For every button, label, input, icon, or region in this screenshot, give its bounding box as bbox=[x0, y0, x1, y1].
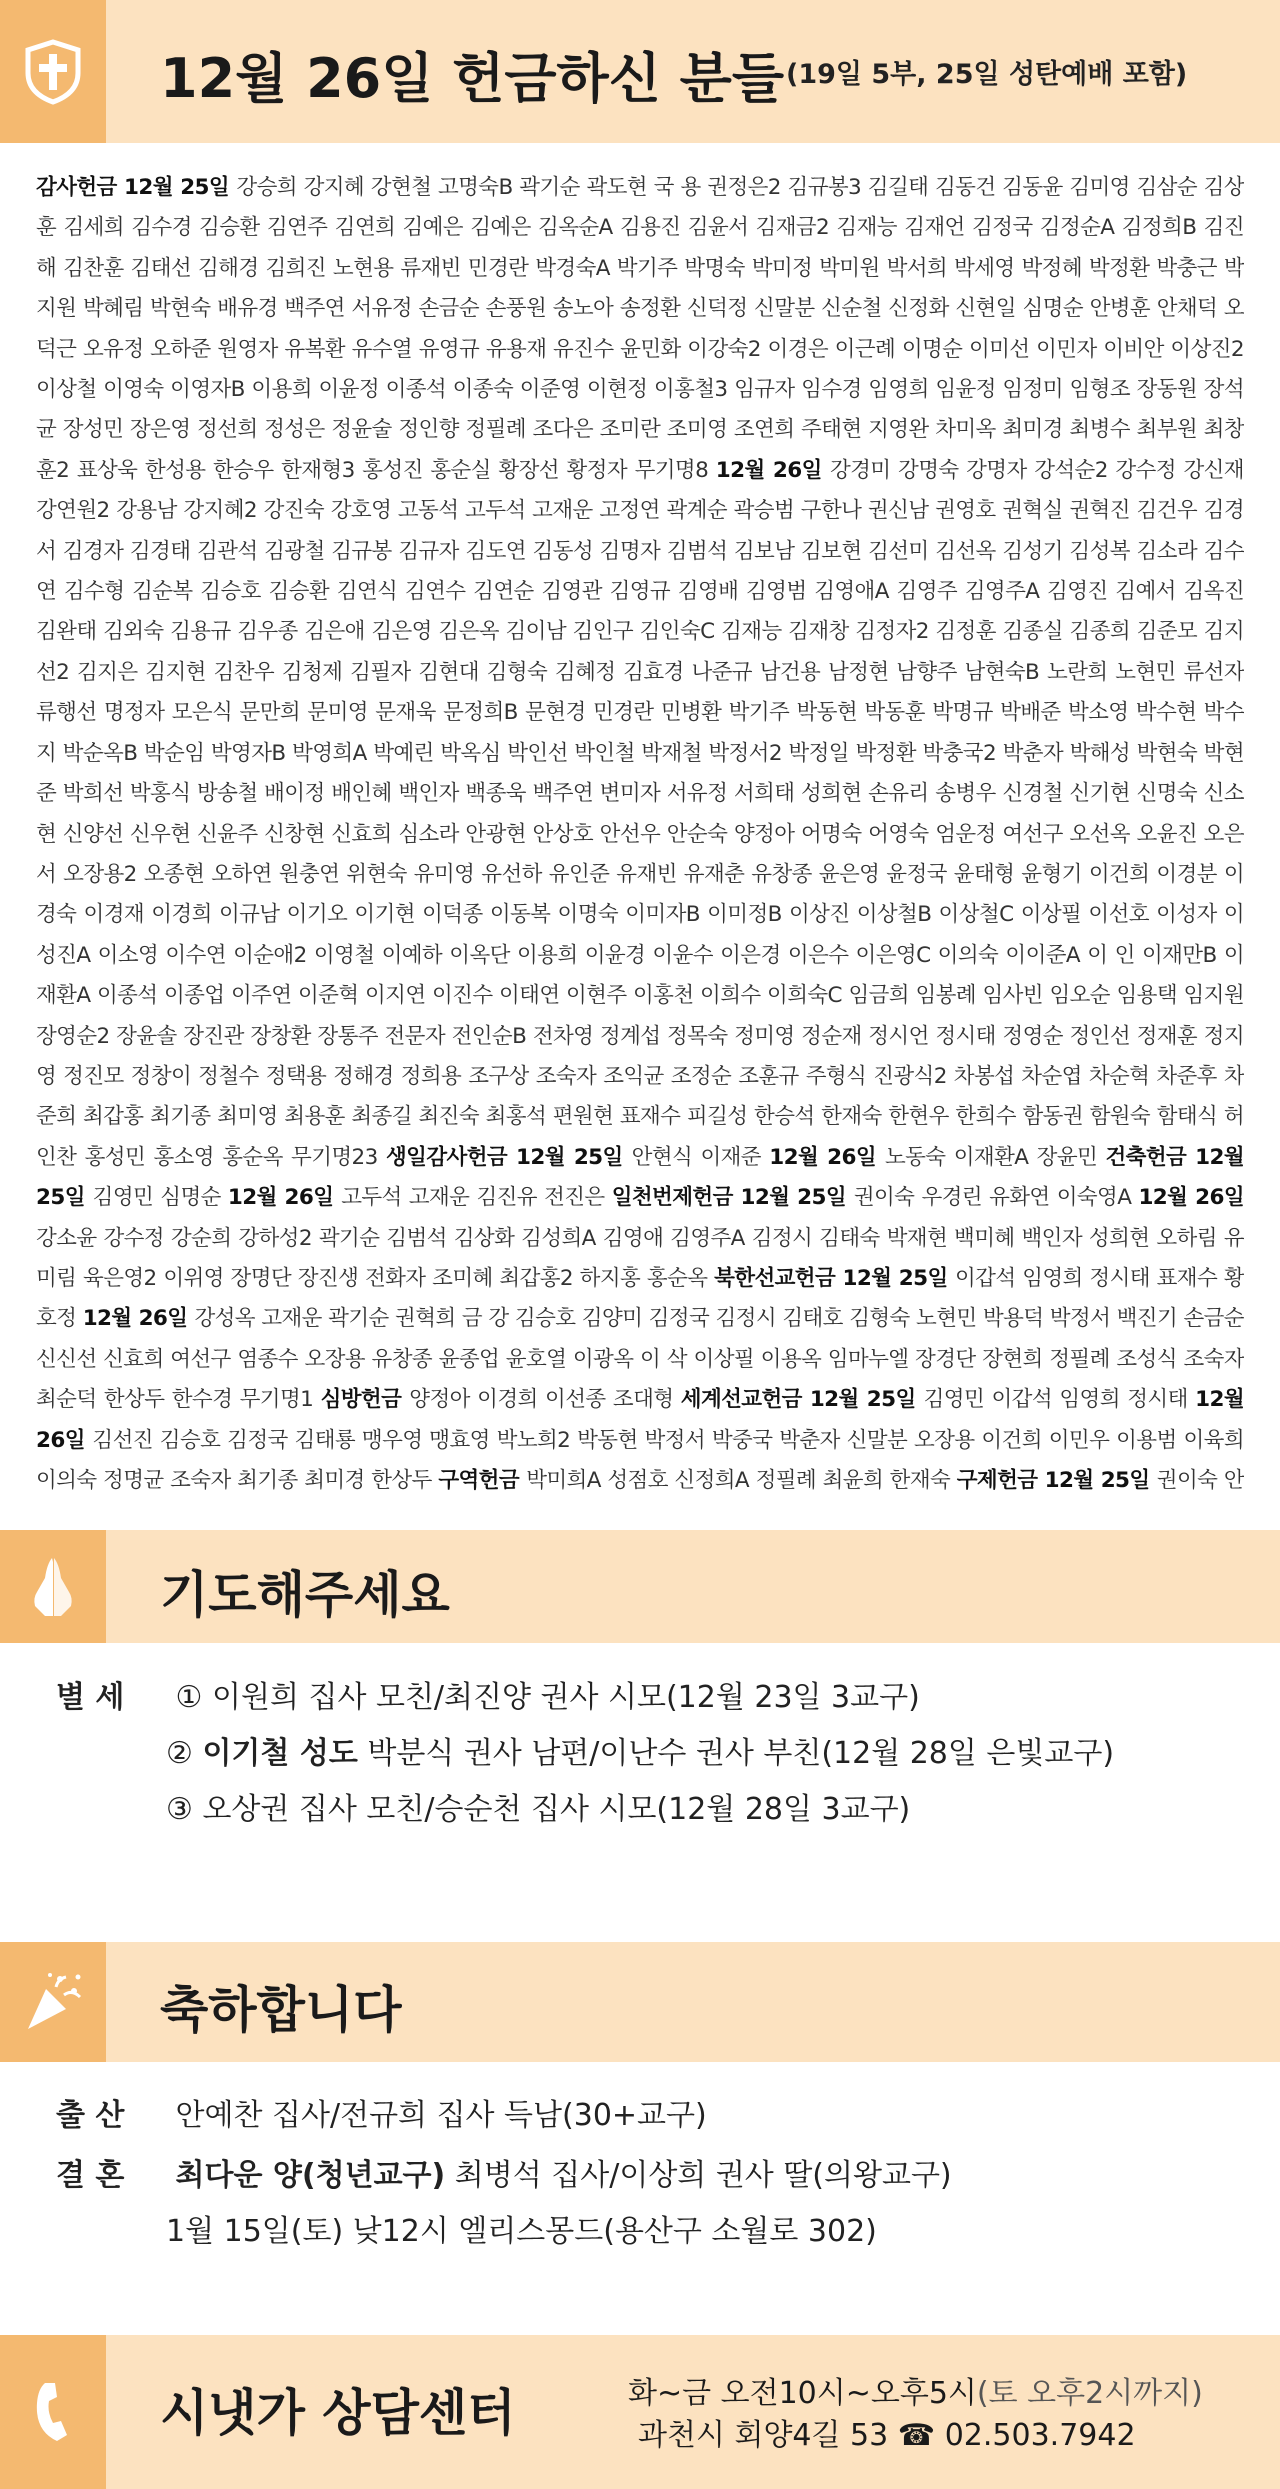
cross-shield-icon bbox=[0, 0, 106, 143]
offering-category: 건축헌금 12월 25일 bbox=[36, 1144, 1244, 1211]
party-popper-icon bbox=[0, 1942, 106, 2062]
offering-names: 노동숙 이재환A 장윤민 bbox=[884, 1144, 1106, 1170]
offering-category: 생일감사헌금 12월 25일 bbox=[386, 1144, 632, 1170]
offerings-header bbox=[0, 0, 1280, 143]
offering-names: 권이숙 우경린 유화연 이숙영A bbox=[853, 1185, 1139, 1211]
offering-category: 12월 26일 bbox=[36, 1387, 1244, 1453]
center-phone: 02.503.7942 bbox=[944, 2418, 1136, 2453]
wedding-couple: 최다운 양(청년교구) bbox=[175, 2158, 446, 2193]
offering-category: 감사헌금 12월 25일 bbox=[36, 175, 237, 200]
offering-category: 세계선교헌금 12월 25일 bbox=[680, 1387, 924, 1413]
offerings-title: 12월 26일 헌금하신 분들 bbox=[160, 47, 785, 110]
offering-names: 강승희 강지혜 강현철 고명숙B 곽기순 곽도현 국 용 권정은2 김규봉3 김길태 김동건 김동윤 김미영 김삼순 김상훈 김세희 김수경 김승환 김연주 김연희 김예은 김예은 김옥순A 김용진 김윤서 김재금2 김재능 김재언 김정국 김정순A 김정희B 김진해 김찬훈 김태선 김해경 김희진 노현용 류재빈 민경란 박경숙A 박기주 박명숙 박미정 박미원 박서희 박세영 박정혜 박정환 박충근 박지원 박혜림 박현숙 배유경 백주연 서유정 손금순 손풍원 송노아 송정환 신덕정 신말분 신순철 신정화 신현일 심명순 안병훈 안채덕 오덕근 오유정 오하준 원영자 유복환 유수열 유영규 유용재 유진수 윤민화 이강숙2 이경은 이근례 이명순 이미선 이민자 이비안 이상진2 이상철 이영숙 이영자B 이용희 이윤정 이종석 이종숙 이준영 이현정 이홍철3 임규자 임수경 임영희 임윤정 임정미 임형조 장동원 장석균 장성민 장은영 정선희 정성은 정윤술 정인향 정필례 조다은 조미란 조미영 조연희 주태현 지영완 차미옥 최미경 최병수 최부원 최창훈2 표상욱 한성용 한승우 한재형3 홍성진 홍순실 황장선 황정자 무기명8 bbox=[36, 175, 1244, 483]
item-name: 이기철 성도 bbox=[202, 1736, 358, 1771]
offering-names: 강성옥 고재운 곽기순 권혁희 금 강 김승호 김양미 김정국 김정시 김태호 김형숙 노현민 박용덕 박정서 백진기 손금순 신신선 신효희 여선구 염종수 오장용 유창종 윤종업 윤호열 이광옥 이 삭 이상필 이용옥 임마누엘 장경단 장현희 정필례 조성식 조숙자 최순덕 한상두 한수경 무기명1 bbox=[36, 1306, 1244, 1413]
center-footer bbox=[0, 2335, 1280, 2489]
offering-category: 일천번제헌금 12월 25일 bbox=[611, 1185, 854, 1211]
prayer-header bbox=[0, 1530, 1280, 1643]
offering-category: 12월 26일 bbox=[227, 1185, 342, 1211]
offering-category: 12월 26일 bbox=[82, 1306, 195, 1332]
center-contact-line bbox=[628, 2415, 1203, 2457]
wedding-text: 최병석 집사/이상희 권사 딸(의왕교구) bbox=[445, 2158, 952, 2193]
offering-names: 권이숙 안 bbox=[1156, 1468, 1244, 1493]
prayer-row-2 bbox=[166, 1728, 1114, 1772]
wedding-row bbox=[56, 2150, 952, 2194]
center-address: 과천시 회양4길 53 bbox=[638, 2418, 889, 2453]
center-hours-line bbox=[628, 2373, 1203, 2415]
phone-icon: ☎ bbox=[897, 2418, 936, 2453]
offering-names: 강소윤 강수정 강순희 강하성2 곽기순 김범석 김상화 김성희A 김영애 김영주A 김정시 김태숙 박재현 백미혜 백인자 성희현 오하림 유미림 육은영2 이위영 장명단 장진생 전화자 조미혜 최갑홍2 하지홍 홍순옥 bbox=[36, 1225, 1244, 1291]
item-number: ① bbox=[175, 1680, 203, 1715]
prayer-row-3 bbox=[166, 1784, 910, 1828]
celebrate-header bbox=[0, 1942, 1280, 2062]
offerings-list bbox=[36, 168, 1244, 1508]
offering-names: 김영민 이갑석 임영희 정시태 bbox=[923, 1387, 1196, 1413]
offering-names: 고두석 고재운 김진유 전진은 bbox=[341, 1185, 612, 1211]
wedding-label: 결 혼 bbox=[56, 2158, 125, 2193]
offering-category: 북한선교헌금 12월 25일 bbox=[714, 1265, 955, 1291]
offerings-subtitle: (19일 5부, 25일 성탄예배 포함) bbox=[786, 59, 1188, 90]
item-text: 이원희 집사 모친/최진양 권사 시모(12월 23일 3교구) bbox=[212, 1680, 920, 1715]
offering-category: 12월 26일 bbox=[1138, 1185, 1244, 1211]
phone-handset-icon bbox=[0, 2335, 106, 2489]
birth-text: 안예찬 집사/전규희 집사 득남(30+교구) bbox=[175, 2098, 707, 2133]
offering-names: 이갑석 임영희 정시태 표재수 황호정 bbox=[36, 1265, 1244, 1332]
item-text: 박분식 권사 남편/이난수 권사 부친(12월 28일 은빛교구) bbox=[357, 1736, 1115, 1771]
offering-names: 안현식 이재준 bbox=[631, 1144, 770, 1170]
wedding-detail: 1월 15일(토) 낮12시 엘리스몽드(용산구 소월로 302) bbox=[166, 2214, 877, 2249]
birth-label: 출 산 bbox=[56, 2098, 125, 2133]
center-hours: 화~금 오전10시~오후5시 bbox=[628, 2376, 977, 2411]
prayer-title: 기도해주세요 bbox=[160, 1566, 450, 1624]
item-number: ② bbox=[166, 1736, 193, 1771]
offering-names: 양정아 이경희 이선종 조대형 bbox=[409, 1387, 681, 1413]
offering-category: 구제헌금 12월 25일 bbox=[956, 1468, 1157, 1493]
center-title: 시냇가 상담센터 bbox=[160, 2384, 516, 2442]
item-number: ③ bbox=[166, 1792, 193, 1827]
birth-row bbox=[56, 2090, 707, 2134]
item-text: 오상권 집사 모친/승순천 집사 시모(12월 28일 3교구) bbox=[202, 1792, 911, 1827]
offering-names: 김영민 심명순 bbox=[92, 1185, 228, 1211]
offering-names: 김선진 김승호 김정국 김태룡 맹우영 맹효영 박노희2 박동현 박정서 박중국 박춘자 신말분 오장용 이건희 이민우 이용범 이육희 이의숙 정명균 조숙자 최기종 최미경 한상두 bbox=[36, 1427, 1244, 1493]
offering-names: 박미희A 성점호 신정희A 정필례 최윤희 한재숙 bbox=[526, 1468, 957, 1493]
celebrate-title: 축하합니다 bbox=[160, 1981, 402, 2039]
center-info bbox=[628, 2373, 1203, 2457]
funeral-label: 별 세 bbox=[56, 1680, 125, 1715]
prayer-row-1 bbox=[56, 1672, 920, 1716]
offering-category: 12월 26일 bbox=[769, 1144, 885, 1170]
prayer-item-1 bbox=[176, 1680, 920, 1715]
offering-category: 심방헌금 bbox=[320, 1387, 410, 1413]
praying-hands-icon bbox=[0, 1530, 106, 1643]
offering-category: 12월 26일 bbox=[715, 457, 830, 483]
center-hours-note: (토 오후2시까지) bbox=[976, 2376, 1203, 2411]
offering-category: 구역헌금 bbox=[438, 1468, 527, 1493]
offering-names: 강경미 강명숙 강명자 강석순2 강수정 강신재 강연원2 강용남 강지혜2 강진숙 강호영 고동석 고두석 고재운 고정연 곽계순 곽승범 구한나 권신남 권영호 권혁실 권혁진 김건우 김경서 김경자 김경태 김관석 김광철 김규봉 김규자 김도연 김동성 김명자 김범석 김보남 김보현 김선미 김선옥 김성기 김성복 김소라 김수연 김수형 김순복 김승호 김승환 김연식 김연수 김연순 김영관 김영규 김영배 김영범 김영애A 김영주 김영주A 김영진 김예서 김옥진 김완태 김외숙 김용규 김우종 김은애 김은영 김은옥 김이남 김인구 김인숙C 김재능 김재창 김정자2 김정훈 김종실 김종희 김준모 김지선2 김지은 김지현 김찬우 김청제 김필자 김현대 김형숙 김혜정 김효경 나준규 남건용 남정현 남향주 남현숙B 노란희 노현민 류선자 류행선 명정자 모은식 문만희 문미영 문재욱 문정희B 문현경 민경란 민병환 박기주 박동현 박동훈 박명규 박배준 박소영 박수현 박수지 박순옥B 박순임 박영자B 박영희A 박예린 박옥심 박인선 박인철 박재철 박정서2 박정일 박정환 박충국2 박춘자 박해성 박현숙 박현준 박희선 박홍식 방송철 배이정 배인혜 백인자 백종욱 백주연 변미자 서유정 서희태 성희현 손유리 송병우 신경철 신기현 신명숙 신소현 신양선 신우현 신윤주 신창현 신효희 심소라 안광현 안상호 안선우 안순숙 양정아 어명숙 어영숙 엄운정 여선구 오선옥 오윤진 오은서 오장용2 오종현 오하연 원충연 위현숙 유미영 유선하 유인준 유재빈 유재춘 유창종 윤은영 윤정국 윤태형 윤형기 이건희 이경분 이경숙 이경재 이경희 이규남 이기오 이기현 이덕종 이동복 이명숙 이미자B 이미정B 이상진 이상철B 이상철C 이상필 이선호 이성자 이성진A 이소영 이수연 이순애2 이영철 이예하 이옥단 이용희 이윤경 이윤수 이은경 이은수 이은영C 이의숙 이이준A 이 인 이재만B 이재환A 이종석 이종업 이주연 이준혁 이지연 이진수 이태연 이현주 이홍천 이희수 이희숙C 임금희 임봉례 임사빈 임오순 임용택 임지원 장영순2 장윤솔 장진관 장창환 장통주 전문자 전인순B 전차영 정계섭 정목숙 정미영 정순재 정시언 정시태 정영순 정인선 정재훈 정지영 정진모 정창이 정철수 정택용 정해경 정희용 조구상 조숙자 조익균 조정순 조훈규 주형식 진광식2 차봉섭 차순엽 차순혁 차준후 차준희 최갑홍 최기종 최미영 최용훈 최종길 최진숙 최홍석 편원현 표재수 피길성 한승석 한재숙 한현우 한희수 함동권 함원숙 함태식 허인찬 홍성민 홍소영 홍순옥 무기명23 bbox=[36, 457, 1244, 1170]
